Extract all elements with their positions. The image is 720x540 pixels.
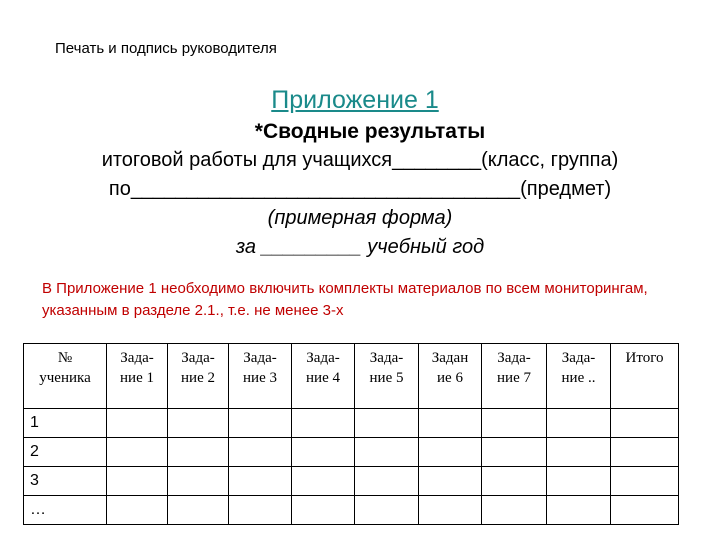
form-title-students-line: итоговой работы для учащихся________(класс, группа) xyxy=(101,149,619,171)
form-title-sample-form: (примерная форма) xyxy=(267,207,453,229)
row-number-cell: … xyxy=(24,496,107,525)
row-number-cell: 1 xyxy=(24,409,107,438)
row-number-cell: 3 xyxy=(24,467,107,496)
results-table xyxy=(23,343,679,525)
header-student-number: № ученика xyxy=(24,344,107,409)
header-total: Итого xyxy=(611,344,679,409)
row-number-cell: 2 xyxy=(24,438,107,467)
table-row xyxy=(24,409,679,438)
header-task-more: Зада- ние .. xyxy=(547,344,611,409)
summary-title: *Сводные результаты xyxy=(254,120,486,143)
header-task-1: Зада- ние 1 xyxy=(107,344,168,409)
table-row xyxy=(24,467,679,496)
form-title-school-year: за _________ учебный год xyxy=(235,236,485,258)
header-task-5: Зада- ние 5 xyxy=(355,344,419,409)
appendix-title-text: Приложение 1 xyxy=(271,86,439,114)
header-task-3: Зада- ние 3 xyxy=(229,344,292,409)
header-task-4: Зада- ние 4 xyxy=(292,344,355,409)
form-title-subject-line: по___________________________________(предмет) xyxy=(108,178,612,200)
header-task-7: Зада- ние 7 xyxy=(482,344,547,409)
signature-label: Печать и подпись руководителя xyxy=(55,40,277,57)
header-task-2: Зада- ние 2 xyxy=(168,344,229,409)
table-row xyxy=(24,438,679,467)
instruction-note: В Приложение 1 необходимо включить комплекты материалов по всем мониторингам, указанным в разделе 2.1., т.е. не менее 3-х xyxy=(42,280,648,319)
table-header-row xyxy=(24,344,679,409)
header-task-6: Задан ие 6 xyxy=(419,344,482,409)
appendix-title xyxy=(0,86,720,115)
table-row xyxy=(24,496,679,525)
